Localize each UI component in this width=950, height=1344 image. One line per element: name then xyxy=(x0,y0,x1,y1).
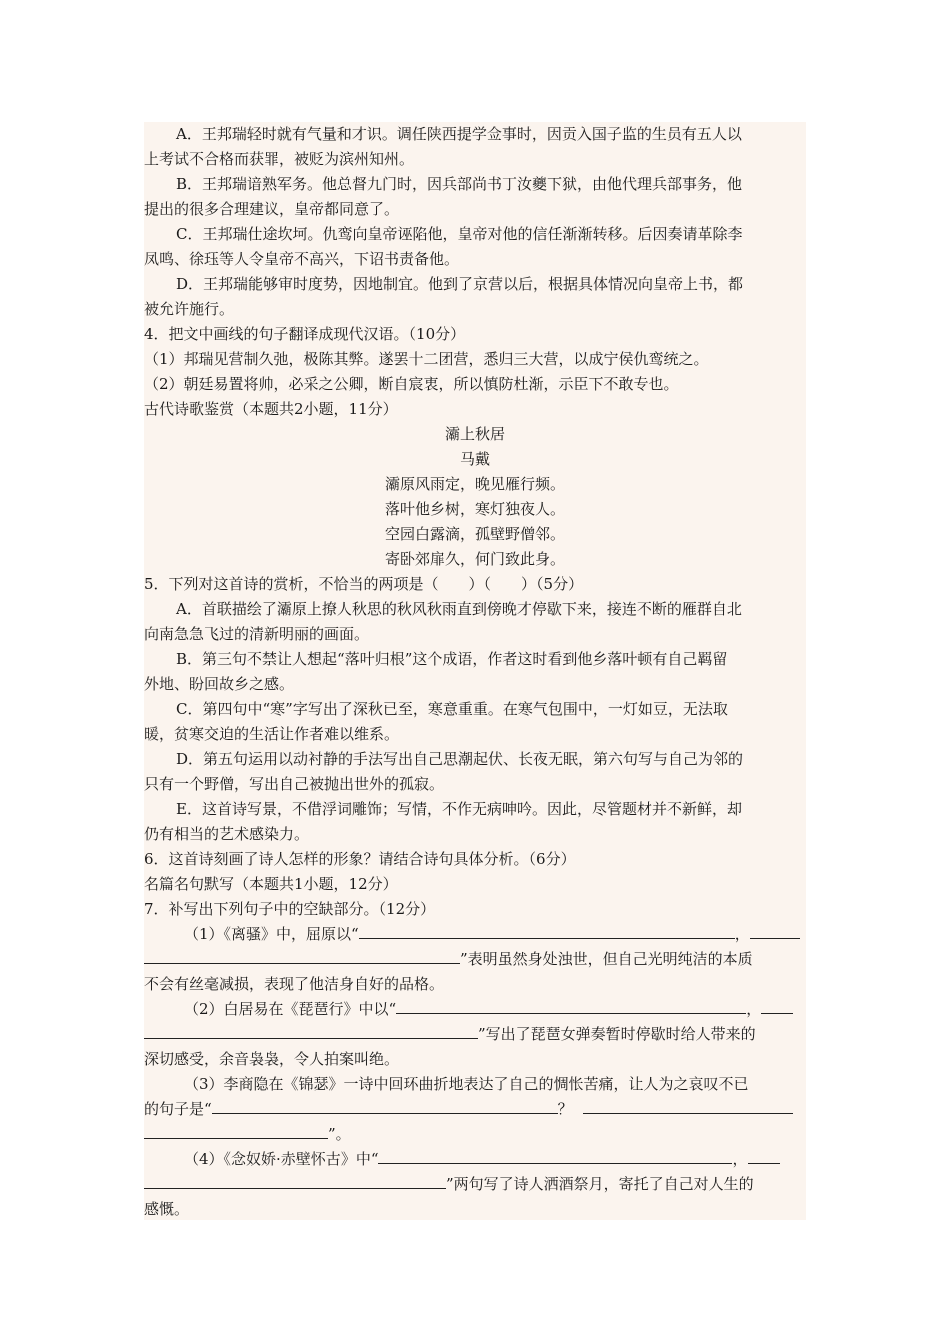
q7-item-4-line3: 感慨。 xyxy=(144,1200,190,1218)
q7-item-2-comma: ， xyxy=(746,1000,762,1018)
q4-sentence-2: （2）朝廷易置将帅，必采之公卿，断自宸衷，所以慎防杜渐，示臣下不敢专也。 xyxy=(144,375,679,393)
recitation-section-heading: 名篇名句默写（本题共1小题，12分） xyxy=(144,875,398,893)
q7-item-1-blank-a[interactable] xyxy=(359,922,735,939)
q3-option-b-line1: B．王邦瑞谙熟军务。他总督九门时，因兵部尚书丁汝夔下狱，由他代理兵部事务，他 xyxy=(176,175,743,193)
q7-item-2-line2 xyxy=(144,1022,824,1047)
q5-option-b-line2: 外地、盼回故乡之感。 xyxy=(144,675,295,693)
q5-option-d-line1: D．第五句运用以动衬静的手法写出自己思潮起伏、长夜无眠，第六句写与自己为邻的 xyxy=(176,750,744,768)
q7-item-3-line1: （3）李商隐在《锦瑟》一诗中回环曲折地表达了自己的惆怅苦痛，让人为之哀叹不已 xyxy=(184,1075,749,1093)
q5-option-e-line1: E．这首诗写景，不借浮词雕饰；写情，不作无病呻吟。因此，尽管题材并不新鲜，却 xyxy=(176,800,742,818)
q7-item-3-question: ？ xyxy=(557,1100,573,1118)
q3-option-a-line2: 上考试不合格而获罪，被贬为滨州知州。 xyxy=(144,150,415,168)
q7-item-2-prompt: （2）白居易在《琵琶行》中以“ xyxy=(184,1000,397,1018)
q7-item-1-line3: 不会有丝毫减损，表现了他洁身自好的品格。 xyxy=(144,975,445,993)
poem-author: 马戴 xyxy=(459,450,490,468)
poem-line-4: 寄卧郊扉久，何门致此身。 xyxy=(384,550,565,568)
q3-option-c-line2: 凤鸣、徐珏等人令皇帝不高兴，下诏书责备他。 xyxy=(144,250,460,268)
q7-item-3-line2 xyxy=(144,1097,824,1122)
q7-item-4-blank-b[interactable] xyxy=(748,1147,780,1164)
q5-option-d-line2: 只有一个野僧，写出自己被抛出世外的孤寂。 xyxy=(144,775,445,793)
q7-item-3-prefix: 的句子是“ xyxy=(144,1100,212,1118)
q7-item-2-line3: 深切感受，余音袅袅，令人拍案叫绝。 xyxy=(144,1050,400,1068)
q5-option-e-line2: 仍有相当的艺术感染力。 xyxy=(144,825,310,843)
q7-item-4-blank-a[interactable] xyxy=(378,1147,732,1164)
q7-title: 7．补写出下列句子中的空缺部分。（12分） xyxy=(144,900,436,918)
poem-line-3: 空园白露滴，孤壁野僧邻。 xyxy=(384,525,565,543)
q7-item-1-line1 xyxy=(184,922,864,947)
q3-option-a-line1: A．王邦瑞轻时就有气量和才识。调任陕西提学佥事时，因贡入国子监的生员有五人以 xyxy=(176,125,742,143)
q7-item-1-comma: ， xyxy=(734,925,750,943)
q7-item-2-suffix: ”写出了琵琶女弹奏暂时停歇时给人带来的 xyxy=(478,1025,756,1043)
q7-item-4-blank-b-cont[interactable] xyxy=(144,1172,446,1189)
q6-title: 6．这首诗刻画了诗人怎样的形象？请结合诗句具体分析。（6分） xyxy=(144,850,576,868)
q7-item-1-prompt: （1）《离骚》中，屈原以“ xyxy=(184,925,359,943)
poetry-section-heading: 古代诗歌鉴赏（本题共2小题，11分） xyxy=(144,400,398,418)
q3-option-d-line1: D．王邦瑞能够审时度势，因地制宜。他到了京营以后，根据具体情况向皇帝上书，都 xyxy=(176,275,744,293)
q7-item-3-line3 xyxy=(144,1122,824,1147)
q7-item-4-comma: ， xyxy=(732,1150,748,1168)
q5-option-a-line1: A．首联描绘了灞原上撩人秋思的秋风秋雨直到傍晚才停歇下来，接连不断的雁群自北 xyxy=(176,600,742,618)
q7-item-4-line2 xyxy=(144,1172,824,1197)
q7-item-1-blank-b-cont[interactable] xyxy=(144,947,460,964)
q7-item-1-blank-b[interactable] xyxy=(750,922,800,939)
q5-title: 5．下列对这首诗的赏析，不恰当的两项是（ ）（ ）（5分） xyxy=(144,575,584,593)
q3-option-c-line1: C．王邦瑞仕途坎坷。仇鸾向皇帝诬陷他，皇帝对他的信任渐渐转移。后因奏请革除李 xyxy=(176,225,743,243)
q7-item-4-suffix: ”两句写了诗人洒酒祭月，寄托了自己对人生的 xyxy=(446,1175,754,1193)
q5-option-a-line2: 向南急急飞过的清新明丽的画面。 xyxy=(144,625,370,643)
q4-title: 4．把文中画线的句子翻译成现代汉语。（10分） xyxy=(144,325,466,343)
q5-option-b-line1: B．第三句不禁让人想起“落叶归根”这个成语，作者这时看到他乡落叶顿有自己羁留 xyxy=(176,650,728,668)
q5-option-c-line2: 暖，贫寒交迫的生活让作者难以维系。 xyxy=(144,725,400,743)
q5-option-c-line1: C．第四句中“寒”字写出了深秋已至，寒意重重。在寒气包围中，一灯如豆，无法取 xyxy=(176,700,728,718)
q7-item-3-blank-a[interactable] xyxy=(212,1097,558,1114)
q7-item-2-blank-b-cont[interactable] xyxy=(144,1022,478,1039)
q7-item-4-line1 xyxy=(184,1147,864,1172)
poem-line-2: 落叶他乡树，寒灯独夜人。 xyxy=(384,500,565,518)
q3-option-d-line2: 被允许施行。 xyxy=(144,300,235,318)
q7-item-3-blank-b[interactable] xyxy=(583,1097,793,1114)
q7-item-4-prompt: （4）《念奴娇·赤壁怀古》中“ xyxy=(184,1150,379,1168)
q4-sentence-1: （1）邦瑞见营制久弛，极陈其弊。遂罢十二团营，悉归三大营，以成宁侯仇鸾统之。 xyxy=(144,350,709,368)
q7-item-3-blank-b-cont[interactable] xyxy=(144,1122,328,1139)
q3-option-b-line2: 提出的很多合理建议，皇帝都同意了。 xyxy=(144,200,400,218)
q7-item-2-line1 xyxy=(184,997,864,1022)
q7-item-3-suffix: ”。 xyxy=(328,1125,351,1143)
poem-title: 灞上秋居 xyxy=(444,425,505,443)
q7-item-1-line2 xyxy=(144,947,824,972)
q7-item-2-blank-a[interactable] xyxy=(396,997,746,1014)
q7-item-2-blank-b[interactable] xyxy=(761,997,793,1014)
q7-item-1-suffix: ”表明虽然身处浊世，但自己光明纯洁的本质 xyxy=(460,950,753,968)
poem-line-1: 灞原风雨定，晚见雁行频。 xyxy=(384,475,565,493)
